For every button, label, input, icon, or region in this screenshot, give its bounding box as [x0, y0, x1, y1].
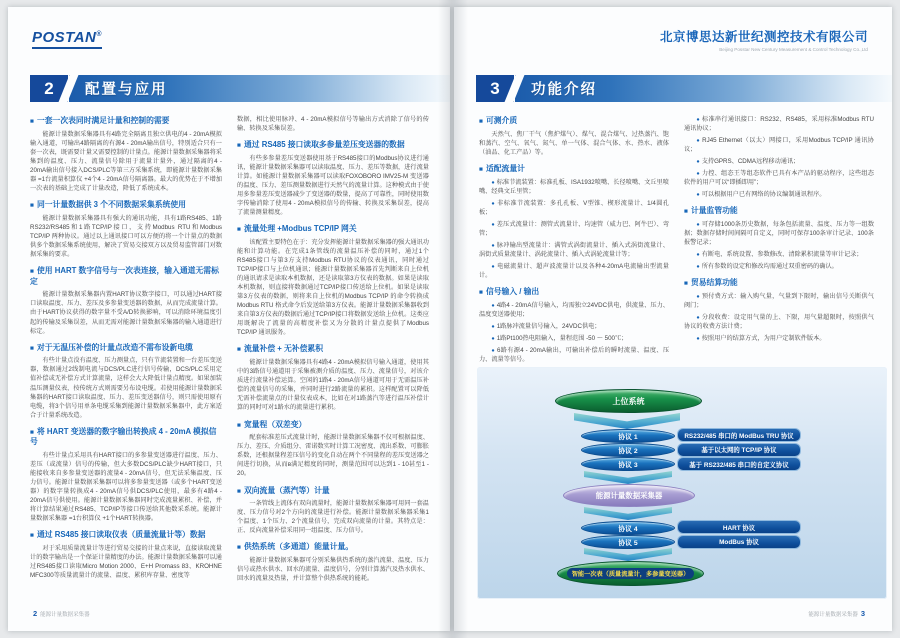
round-bullet-icon: ● [491, 200, 496, 207]
paragraph: 对于采用质量流量计等进行贸易交接的计量点来说，直接读取流量计的数字输出是一个保证计量精度的办法。能源计量数据采集器可以通过RS485接口读取Micro Motion 2000、E+H Promass 83、KROHNE MFC300等质量流量计的流量、温度、累积库存量、密度等 [30, 545, 222, 580]
round-bullet-icon: ● [491, 221, 495, 228]
round-bullet-icon: ● [696, 222, 700, 229]
smart-meter-disc [557, 561, 704, 586]
bullet-text: 4路4 - 20mA信号输入，均需独立24VDC供电，供流量、压力、温度变送器使用； [479, 301, 669, 318]
paragraph: 能源计量数据采集器具有强大的通讯功能，具有1路RS485、1路RS232/RS485和1路TCP/IP接口，支持Modbus RTU和Modbus TCP/IP 两种协议。通过以上通讯接口可以方便的将一个计量点的数据供多个数据采集系统使用，解决了贸易交接双方以及贸易监管部门对数据采集的要求。 [30, 214, 222, 259]
bullet-text: 脉冲输出型流量计：满管式涡街流量计、插入式涡街流量计、涡街式质量流量计、涡轮流量计、插入式涡轮流量计等； [479, 241, 669, 258]
square-bullet-icon: ■ [30, 428, 34, 436]
bullet-text: 支持GPRS、CDMA远程移动通讯； [701, 158, 800, 166]
bullet-item [479, 322, 669, 331]
bullet-text: 按照用户的结算方式，为用户定制软件版本。 [701, 335, 826, 343]
section-heading-text: 一套一次表同时满足计量和控制的需要 [36, 116, 170, 125]
section-heading-text: 适配流量计 [485, 163, 525, 173]
page-right [454, 7, 892, 631]
bullet-text: 所有参数的设定和修改均需通过双重密码的确认。 [701, 263, 838, 271]
round-bullet-icon: ● [491, 336, 495, 343]
paragraph: 配套标准差压式流量计时，能源计量数据采集器不仅可根据温度、压力、差压、介质组分、雷诺数实时计算工况密度、流出系数、可膨胀系数，还根据量程差压信号的变化自动在两个不同量程的差压变送器之间进行切换，从而в满足精度的同时，测量范围可以达到1 - 10甚至1 - 20。 [237, 434, 429, 478]
section-title-band [69, 75, 450, 102]
bullet-item [684, 115, 874, 133]
paragraph: 天然气、焦厂干气（焦炉煤气）、煤气、混合煤气、过热蒸汽、饱和蒸汽、空气、氧气、氮气、单一气体、混合气体、水、热水、液体（油品、化工产品）等。 [479, 130, 669, 156]
paragraph: 能源计量数据采集器具有4路完全隔离且独立供电的4 - 20mA模拟输入通道，可输出4路隔离的有源4 - 20mA输出信号，特别适合只有一套一次表，既需要计量又需要控制的计量点。能源计量数据采集器将采集到的温度、压力、流量信号除用于流量计量外，通过隔离的4 - 20mA输出信号接入DCS/PLC等第三方采集系统，即能源计量数据采集器 =1台流量积算仪 +4个4 - 20mA信号隔离器。最大的优势在于不增加一次表的基础上完成了计量改造，降低了系统成本。 [30, 130, 222, 193]
bullet-text: 6路有源4 - 20mA输出，可输出补偿后的瞬时流量、温度、压力、流量等信号。 [479, 347, 670, 364]
bullet-item [684, 313, 874, 331]
protocol-2-disc: 协议 2 [581, 443, 675, 457]
square-bullet-icon: ■ [684, 208, 688, 216]
section-heading [30, 200, 222, 211]
section-heading [479, 287, 669, 298]
protocol-1-label: RS232/485 串口的 ModBus TRU 协议 [677, 428, 801, 442]
section-heading [30, 266, 222, 287]
protocol-3-label: 基于 RS232/485 串口的自定义协议 [677, 457, 801, 471]
section-heading [237, 486, 429, 497]
section-heading [479, 164, 669, 175]
paragraph: 能源计量数据采集器可分别采集供热系统的蒸汽流量、温度、压力信号或热水供水、回水的流量、温度信号，分别计算蒸汽及热水供水、回水的流量及热量，并计算整个供热系统的能耗。 [237, 557, 429, 583]
section-heading-text: 流量补偿 + 无补偿累积 [243, 344, 323, 354]
right-page-column-1 [479, 115, 669, 385]
host-system-disc: 上位系统 [555, 389, 702, 413]
footer-text: 能源计量数据采集器 [808, 612, 858, 618]
page-gutter-shadow [438, 0, 468, 638]
square-bullet-icon: ■ [479, 165, 483, 173]
down-arrow-icon [574, 413, 680, 429]
bullet-text: 差压式流量计：测管式流量计、均速管（威力巴、阿牛巴）、弯管； [479, 220, 669, 237]
bullet-item [684, 220, 874, 247]
section-heading-text: 使用 HART 数字信号与一次表连接，输入通道无需标定 [30, 266, 219, 286]
bullet-text: 有断电、系统设置、参数修改、清除累积流量等审计记录； [701, 251, 863, 259]
smart-meter-label: 智能一次表（质量流量计，多参量变送器） [567, 568, 695, 579]
paragraph: 能源计量数据采集器内置HART协议数字接口，可以通过HART接口读取温度、压力、差压及多参量变送器的数据，从而完成流量计算。由于HART协议获得的数字量不受A/D转换影响，可以消除环境温度引起的传输及采集误差，从而无需对能源计量数据采集器的输入通道进行标定。 [30, 291, 222, 335]
section-number: 2 [30, 75, 68, 102]
paragraph: 有些计量点采用具有HART接口的多参量变送器进行温度、压力、差压（或流量）信号的传输，但大多数DCS/PLC缺少HART接口，只能接收来自多参量变送器的流量4 - 20mA信号，但无法采集温度、压力信号。能源计量数据采集器可以将多参量变送器（或多个HART变送器）的数字量转换成4 - 20mA信号供DCS/PLC使用，最多有4路4 - 20mA信号供使用。能源计量数据采集器同时完成流量累积、补偿，并将计算结果通过RS485、TCP/IP等接口传送给其他数采系统。能源计量数据采集器 =1台积算仪 +1个HART转换器。 [30, 451, 222, 523]
paragraph: 能源计量数据采集器具有4路4 - 20mA模拟信号输入通道，使用其中的3路信号通道用于采集被测介质的温度、压力、流量信号，对该介质进行流量补偿运算。空闲的1路4 - 20mA信号通道可用于无需温压补偿的流量信号的采集，并同时进行2路流量的累积。这样配置可以降低无需补偿流量点的计量仪表成本，比如在对1路蒸汽等进行温压补偿计算的同时可对1路水的流量进行累积。 [237, 359, 429, 412]
bullet-item [479, 346, 669, 364]
section-heading [684, 278, 874, 289]
right-page-column-2 [684, 115, 874, 385]
page-footer-right [808, 609, 868, 618]
company-name-en: Beijing Posstar New Century Measurement & Control Technology Co.,Ltd [719, 47, 868, 52]
round-bullet-icon: ● [491, 348, 496, 355]
square-bullet-icon: ■ [30, 344, 34, 352]
page-number: 2 [33, 609, 38, 618]
section-heading-text: 通过 RS485 接口读取仪表（质量流量计等）数据 [36, 530, 206, 540]
footer-text: 能源计量数据采集器 [40, 612, 90, 618]
round-bullet-icon: ● [696, 138, 701, 145]
round-bullet-icon: ● [491, 264, 496, 271]
right-page-columns [479, 115, 874, 385]
square-bullet-icon: ■ [30, 532, 34, 540]
bullet-text: 非标准节流装置：多孔孔板、V型锥、楔形流量计、1/4圆孔板； [479, 199, 669, 216]
bullet-item [479, 241, 669, 259]
bullet-item [684, 292, 874, 310]
section-heading [237, 224, 429, 235]
section-heading [30, 427, 222, 448]
square-bullet-icon: ■ [30, 268, 34, 276]
round-bullet-icon: ● [491, 302, 495, 309]
section-heading-text: 对于无温压补偿的计量点改造不需布设新电缆 [36, 342, 193, 352]
bullet-text: 预付费方式：输入购气量，气量到下限时，输出信号关断供气阀门； [684, 293, 874, 310]
network-topology-diagram [477, 367, 887, 599]
section-heading-text: 双向流量（蒸汽等）计量 [243, 485, 330, 495]
section-heading-text: 同一计量数据供 3 个不同数据采集系统使用 [36, 200, 186, 210]
protocol-1-disc: 协议 1 [581, 429, 675, 443]
down-arrow-icon [584, 507, 672, 520]
down-arrow-icon [584, 471, 672, 484]
square-bullet-icon: ■ [237, 421, 241, 429]
bullet-item [479, 262, 669, 280]
left-page-column-2 [237, 115, 429, 586]
page-left [8, 7, 450, 631]
company-name-cn: 北京博思达新世纪测控技术有限公司 [659, 30, 868, 44]
paragraph: 数据，相比使用脉冲、4 - 20mA模拟信号等输出方式消除了信号的传输、转换及采集误差。 [237, 116, 429, 133]
round-bullet-icon: ● [491, 179, 495, 186]
bullet-item [684, 157, 874, 166]
company-header [660, 27, 868, 52]
protocol-4-label: HART 协议 [677, 520, 801, 534]
bullet-text: 标准节流装置：标准孔板、ISA1932喷嘴、长径喷嘴、文丘里喷嘴、经典文丘里管； [479, 178, 669, 195]
square-bullet-icon: ■ [30, 202, 34, 210]
paragraph: 该配置主要特色在于：充分发挥能源计量数据采集器的强大通讯功能和计算功能。在完成1条管线的流量温压补偿的同时，通过1个RS485接口与第3方支持Modbus RTU协议的仪表通讯，同时通过TCP/IP接口与上位机通讯；能源计量数据采集器首先判断来自上位机的通讯请求是读取本机数据，还是读取第3方仪表的数据。如果是读取本机数据，则直接将数据通过TCP/IP接口传送给上位机。如果是读取第3方仪表的数据，则将来自上位机的Modbus TCP/IP 的命令转换成Modbus RTU 格式命令后发送给第3方仪表。能源计量数据采集器收到来自第3方仪表的数据后通过TCP/IP接口将数据发送给上位机。这类应用既解决了流量的高精度补偿又为分散的计量点提供了Modbus TCP/IP 通讯服务。 [237, 238, 429, 337]
left-page-column-1 [30, 115, 222, 586]
round-bullet-icon: ● [696, 315, 700, 322]
square-bullet-icon: ■ [684, 280, 688, 288]
bullet-item [684, 262, 874, 271]
round-bullet-icon: ● [696, 336, 700, 343]
bullet-text: RJ45 Ethernet（以太）网接口，采用Modbus TCP/IP 通讯协议； [684, 137, 874, 154]
protocol-2-label: 基于以太网的 TCP/IP 协议 [677, 443, 801, 457]
section-heading [237, 344, 429, 355]
paragraph: 有些计量点没有温度、压力测量点，只有节流装置和一台差压变送器，数据通过2线制电流与DCS/PLC进行信号传输，DCS/PLC采用定值补偿或无补偿方式计算流量，这样会大大降低计量点精度。如果加装温压测量仪表，按传统方式则需要另布设电缆。若使用能源计量数据采集器的HART接口读取温度、压力、差压变送器信号，则只需使用原有电缆，将3个信号用单条电缆采集到能源计量数据采集器中，此方案适合于计量系统改造。 [30, 357, 222, 419]
bullet-text: 力控、组态王等组态软件已具有本产品的驱动程序，这些组态软件的用户可以“即插即用”； [684, 170, 874, 187]
bullet-item [684, 136, 874, 154]
section-heading-text: 将 HART 变送器的数字输出转换成 4 - 20mA 模拟信号 [30, 426, 217, 447]
brand-logo [32, 29, 102, 49]
bullet-text: 可存储1000条历史数据，每条包括流量、温度、压力等一组数据；数据存储时间间隔可自定义，同时可保存100条审计记录、100条报警记录； [684, 221, 875, 247]
section-heading [30, 343, 222, 354]
round-bullet-icon: ● [491, 242, 495, 249]
square-bullet-icon: ■ [237, 544, 241, 552]
bullet-item [684, 190, 874, 199]
bullet-item [684, 250, 874, 259]
round-bullet-icon: ● [491, 324, 495, 330]
section-heading [237, 542, 429, 553]
protocol-4-disc: 协议 4 [581, 521, 675, 535]
brand-name: POSTAN [32, 29, 97, 46]
square-bullet-icon: ■ [479, 118, 483, 125]
bullet-text: 1路Pt100热电阻输入，量程范围 -50 ～ 500℃； [496, 335, 628, 343]
section-header-left [30, 75, 450, 102]
section-heading [237, 420, 429, 431]
section-heading [684, 206, 874, 217]
protocol-3-disc: 协议 3 [581, 457, 675, 471]
round-bullet-icon: ● [696, 264, 700, 271]
page-number: 3 [860, 609, 865, 618]
section-title-band [515, 75, 892, 102]
down-arrow-icon [584, 548, 672, 561]
square-bullet-icon: ■ [237, 346, 241, 354]
bullet-text: 标准串行通讯接口：RS232、RS485，采用标准Modbus RTU 通讯协议； [684, 116, 874, 133]
section-heading [479, 116, 669, 127]
bullet-text: 电磁流量计、超声波流量计以及各种4-20mA电流输出型流量计。 [479, 263, 669, 280]
paragraph: 一条管线上流体有双向流量时，能源计量数据采集器可用同一套温度、压力信号对2个方向的流量进行补偿。能源计量数据采集器采集1个温度、1个压力、2个流量信号，完成双向流量的计量。其特点是：正、反向流量补偿采用同一组温度、压力信号。 [237, 500, 429, 535]
round-bullet-icon: ● [696, 252, 700, 259]
square-bullet-icon: ■ [237, 142, 241, 150]
section-title: 配置与应用 [85, 82, 168, 98]
square-bullet-icon: ■ [237, 487, 241, 495]
bullet-item [479, 334, 669, 343]
section-heading [30, 530, 222, 541]
round-bullet-icon: ● [696, 117, 700, 123]
bullet-text: 分段收费：设定用气量的上、下限，用气量超限时，按照供气协议的收费方法计费； [684, 314, 874, 331]
section-heading [30, 116, 222, 127]
square-bullet-icon: ■ [479, 289, 483, 297]
section-title: 功能介绍 [531, 82, 597, 98]
paragraph: 有些多参量差压变送器使用基于RS485接口的Modbus协议进行通讯，能源计量数据采集器可以读取温度、压力、差压等数据，进行流量计算。如能源计量数据采集器可以读取FOXOBORO IMV25-M 变送器的温度、压力、差压测量数据进行天然气的流量计算。这种模式由于使用多参量差压变送器减少了变送器的数量，提高了可靠性，同时使用数字传输消除了使用4 - 20mA模拟信号的传输、转换及采集误差，提高了流量测量精度。 [237, 154, 429, 217]
bullet-item [479, 301, 669, 319]
bullet-item [684, 169, 874, 187]
registered-mark: ® [96, 31, 103, 38]
bullet-item [479, 178, 669, 196]
square-bullet-icon: ■ [237, 226, 241, 234]
section-heading-text: 可测介质 [485, 116, 518, 125]
section-heading-text: 计量监管功能 [690, 206, 738, 216]
section-heading-text: 通过 RS485 接口读取多参量差压变送器的数据 [243, 140, 405, 150]
section-heading-text: 宽量程（双差变） [243, 419, 307, 429]
protocol-5-disc: 协议 5 [581, 535, 675, 549]
round-bullet-icon: ● [696, 171, 700, 178]
collector-disc: 能源计量数据采集器 [563, 484, 695, 507]
left-page-columns [30, 115, 429, 586]
section-heading [237, 140, 429, 151]
protocol-5-label: ModBus 协议 [677, 535, 801, 549]
round-bullet-icon: ● [696, 192, 700, 199]
bullet-text: 可以根据用户已有网络的协议编制通讯程序。 [701, 191, 826, 199]
bullet-item [684, 334, 874, 343]
section-number: 3 [476, 75, 514, 102]
round-bullet-icon: ● [696, 159, 700, 166]
section-header-right [476, 75, 892, 102]
bullet-item [479, 220, 669, 238]
section-heading-text: 流量处理 +Modbus TCP/IP 网关 [243, 224, 357, 234]
page-footer-left [30, 609, 90, 618]
section-heading-text: 信号输入 / 输出 [485, 287, 540, 297]
bullet-text: 1路脉冲流量信号输入，24VDC供电； [496, 323, 601, 330]
square-bullet-icon: ■ [30, 118, 34, 125]
section-heading-text: 供热系统（多通道）能量计量。 [243, 542, 354, 552]
bullet-item [479, 199, 669, 217]
round-bullet-icon: ● [696, 294, 700, 301]
section-heading-text: 贸易结算功能 [690, 278, 738, 288]
